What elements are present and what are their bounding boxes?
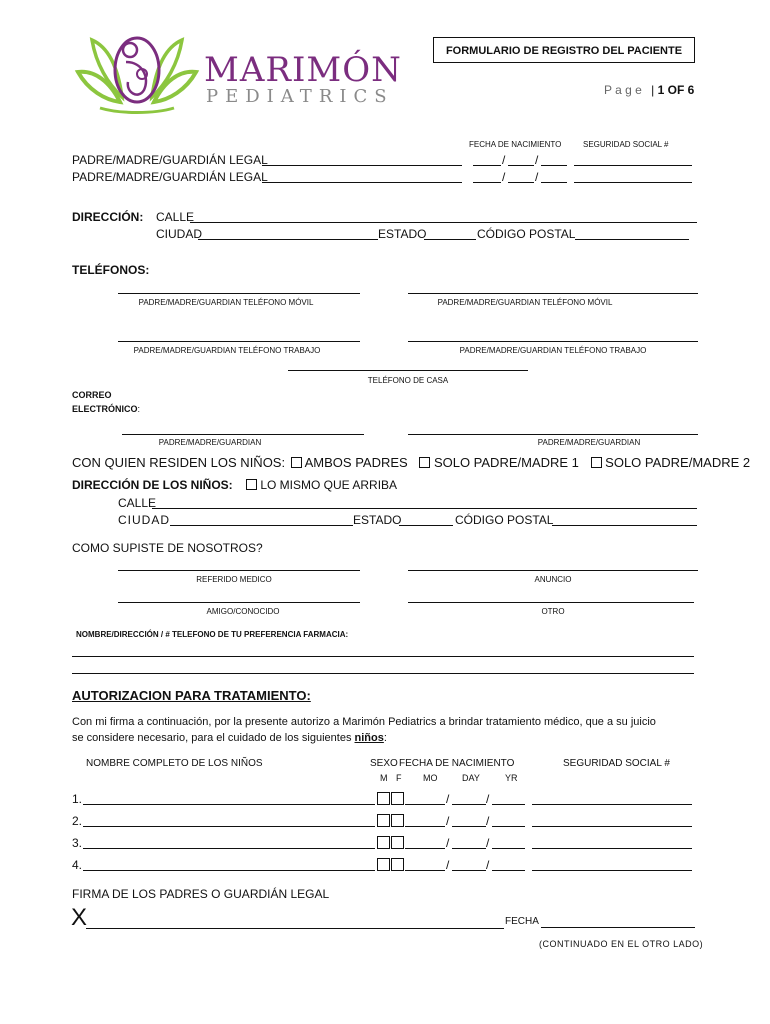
sex-f-checkbox[interactable] — [391, 858, 404, 871]
signature-label: FIRMA DE LOS PADRES O GUARDIÁN LEGAL — [72, 887, 330, 901]
form-title: FORMULARIO DE REGISTRO DEL PACIENTE — [445, 45, 683, 57]
col-ssn-header: SEGURIDAD SOCIAL # — [563, 758, 670, 769]
dob-month-field[interactable] — [405, 804, 445, 805]
zip-field[interactable] — [575, 239, 689, 240]
date-label: FECHA — [505, 916, 539, 927]
mobile-left-caption: PADRE/MADRE/GUARDIAN TELÉFONO MÓVIL — [138, 298, 314, 307]
child-state-field[interactable] — [399, 525, 453, 526]
pharmacy-field-1[interactable] — [72, 656, 694, 657]
guardian-dob-1-day[interactable] — [508, 165, 534, 166]
referral-question: COMO SUPISTE DE NOSOTROS? — [72, 541, 263, 555]
dob-day-field[interactable] — [452, 826, 486, 827]
ssn-field[interactable] — [532, 870, 692, 871]
guardian-name-2-field[interactable] — [262, 182, 462, 183]
authorization-text-1: Con mi firma a continuación, por la presente autorizo a Marimón Pediatrics a brindar tratamiento médico, que a su juicio — [72, 716, 656, 728]
sub-yr: YR — [505, 773, 518, 783]
referral-friend-caption: AMIGO/CONOCIDO — [206, 607, 280, 616]
dob-month-field[interactable] — [405, 870, 445, 871]
continued-note: (CONTINUADO EN EL OTRO LADO) — [539, 939, 704, 949]
authorization-title: AUTORIZACION PARA TRATAMIENTO: — [72, 688, 311, 703]
child-state-label: ESTADO — [353, 513, 402, 527]
row-number: 2. — [72, 814, 83, 828]
guardian-label-1: PADRE/MADRE/GUARDIÁN LEGAL — [72, 153, 268, 167]
email-label-line1: CORREO — [72, 390, 112, 400]
dob-year-field[interactable] — [492, 870, 525, 871]
parent-2-option[interactable]: SOLO PADRE/MADRE 2 — [591, 455, 751, 470]
phones-label: TELÉFONOS: — [72, 263, 150, 277]
dob-year-field[interactable] — [492, 826, 525, 827]
parent-1-option[interactable]: SOLO PADRE/MADRE 1 — [419, 455, 579, 470]
child-zip-label: CÓDIGO POSTAL — [455, 513, 554, 527]
dob-month-field[interactable] — [405, 848, 445, 849]
child-name-field[interactable] — [83, 848, 375, 849]
sex-f-checkbox[interactable] — [391, 792, 404, 805]
work-left-field[interactable] — [118, 341, 360, 342]
guardian-name-1-field[interactable] — [262, 165, 462, 166]
both-parents-option[interactable]: AMBOS PADRES — [289, 455, 408, 470]
dob-header: FECHA DE NACIMIENTO — [469, 140, 562, 149]
date-field[interactable] — [541, 927, 695, 928]
state-field[interactable] — [424, 239, 476, 240]
signature-x-mark: X — [71, 904, 88, 931]
referral-ad-caption: ANUNCIO — [534, 575, 572, 584]
form-title-box — [433, 37, 695, 63]
child-name-field[interactable] — [83, 826, 375, 827]
street-label: CALLE — [156, 210, 195, 224]
referral-other-field[interactable] — [408, 602, 694, 603]
child-address-label: DIRECCIÓN DE LOS NIÑOS: — [72, 478, 233, 492]
checkbox[interactable] — [419, 457, 430, 468]
email-left-caption: PADRE/MADRE/GUARDIAN — [158, 438, 262, 447]
sex-m-checkbox[interactable] — [377, 792, 390, 805]
address-label: DIRECCIÓN: — [72, 210, 144, 224]
child-name-field[interactable] — [83, 870, 375, 871]
work-left-caption: PADRE/MADRE/GUARDIAN TELÉFONO TRABAJO — [133, 346, 321, 355]
col-sex-header: SEXO — [370, 758, 398, 769]
state-label: ESTADO — [378, 227, 427, 241]
email-label-line2: ELECTRÓNICO: — [72, 404, 141, 414]
col-name-header: NOMBRE COMPLETO DE LOS NIÑOS — [86, 758, 263, 769]
child-street-field[interactable] — [152, 508, 697, 509]
row-number: 3. — [72, 836, 83, 850]
guardian-dob-2-day[interactable] — [508, 182, 534, 183]
street-field[interactable] — [190, 222, 697, 223]
referral-other-caption: OTRO — [541, 607, 565, 616]
work-right-field[interactable] — [408, 341, 698, 342]
checkbox[interactable] — [591, 457, 602, 468]
guardian-dob-1-month[interactable] — [473, 165, 501, 166]
guardian-label-2: PADRE/MADRE/GUARDIÁN LEGAL — [72, 170, 268, 184]
sex-m-checkbox[interactable] — [377, 836, 390, 849]
child-row: 4. / / — [72, 858, 702, 876]
residence-question: CON QUIEN RESIDEN LOS NIÑOS: AMBOS PADRES SOLO PADRE/MADRE 1 SOLO PADRE/MADRE 2 — [72, 455, 751, 470]
mobile-right-caption: PADRE/MADRE/GUARDIAN TELÉFONO MÓVIL — [437, 298, 613, 307]
logo-subtitle: PEDIATRICS — [206, 86, 394, 107]
sex-f-checkbox[interactable] — [391, 836, 404, 849]
child-row: 3. / / — [72, 836, 702, 854]
lotus-baby-icon — [70, 22, 205, 122]
guardian-ssn-1-field[interactable] — [574, 165, 692, 166]
ssn-field[interactable] — [532, 804, 692, 805]
dob-year-field[interactable] — [492, 848, 525, 849]
dob-day-field[interactable] — [452, 848, 486, 849]
same-as-above-option[interactable]: LO MISMO QUE ARRIBA — [246, 478, 397, 492]
page-prefix: P a g e — [604, 83, 642, 97]
checkbox[interactable] — [291, 457, 302, 468]
referral-friend-field[interactable] — [118, 602, 360, 603]
home-phone-field[interactable] — [288, 370, 528, 371]
referral-doctor-caption: REFERIDO MEDICO — [196, 575, 272, 584]
zip-label: CÓDIGO POSTAL — [477, 227, 576, 241]
city-field[interactable] — [198, 239, 378, 240]
ssn-field[interactable] — [532, 826, 692, 827]
ssn-header: SEGURIDAD SOCIAL # — [583, 140, 669, 149]
pharmacy-field-2[interactable] — [72, 673, 694, 674]
referral-doctor-field[interactable] — [118, 570, 360, 571]
signature-field[interactable] — [86, 928, 504, 929]
logo-name: MARIMÓN — [204, 50, 402, 90]
dob-day-field[interactable] — [452, 804, 486, 805]
page-indicator: P a g e | 1 OF 6 — [604, 83, 695, 97]
child-city-label: CIUDAD — [118, 513, 171, 527]
logo — [70, 22, 402, 122]
row-number: 4. — [72, 858, 83, 872]
guardian-dob-1-year[interactable] — [541, 165, 567, 166]
pharmacy-label: NOMBRE/DIRECCIÓN / # TELEFONO DE TU PREFERENCIA FARMACIA: — [76, 630, 349, 639]
sub-f: F — [396, 773, 402, 783]
ssn-field[interactable] — [532, 848, 692, 849]
guardian-dob-2-year[interactable] — [541, 182, 567, 183]
sub-m: M — [380, 773, 388, 783]
sex-m-checkbox[interactable] — [377, 858, 390, 871]
child-name-field[interactable] — [83, 804, 375, 805]
sub-day: DAY — [462, 773, 480, 783]
child-row: 1. / / — [72, 792, 702, 810]
dob-day-field[interactable] — [452, 870, 486, 871]
child-city-field[interactable] — [170, 525, 353, 526]
dob-month-field[interactable] — [405, 826, 445, 827]
sex-m-checkbox[interactable] — [377, 814, 390, 827]
mobile-left-field[interactable] — [118, 293, 360, 294]
checkbox[interactable] — [246, 479, 257, 490]
child-zip-field[interactable] — [552, 525, 697, 526]
child-row: 2. / / — [72, 814, 702, 832]
work-right-caption: PADRE/MADRE/GUARDIAN TELÉFONO TRABAJO — [459, 346, 647, 355]
child-street-label: CALLE — [118, 496, 157, 510]
guardian-dob-2-month[interactable] — [473, 182, 501, 183]
email-right-field[interactable] — [408, 434, 698, 435]
email-right-caption: PADRE/MADRE/GUARDIAN — [537, 438, 641, 447]
sub-mo: MO — [423, 773, 438, 783]
page-number: 1 OF 6 — [657, 83, 695, 97]
guardian-ssn-2-field[interactable] — [574, 182, 692, 183]
sex-f-checkbox[interactable] — [391, 814, 404, 827]
email-left-field[interactable] — [122, 434, 364, 435]
authorization-text-2: se considere necesario, para el cuidado de los siguientes niños: — [72, 732, 387, 744]
mobile-right-field[interactable] — [408, 293, 698, 294]
referral-ad-field[interactable] — [408, 570, 698, 571]
row-number: 1. — [72, 792, 83, 806]
city-label: CIUDAD — [156, 227, 203, 241]
col-dob-header: FECHA DE NACIMIENTO — [399, 758, 515, 769]
home-phone-caption: TELÉFONO DE CASA — [367, 376, 449, 385]
dob-year-field[interactable] — [492, 804, 525, 805]
